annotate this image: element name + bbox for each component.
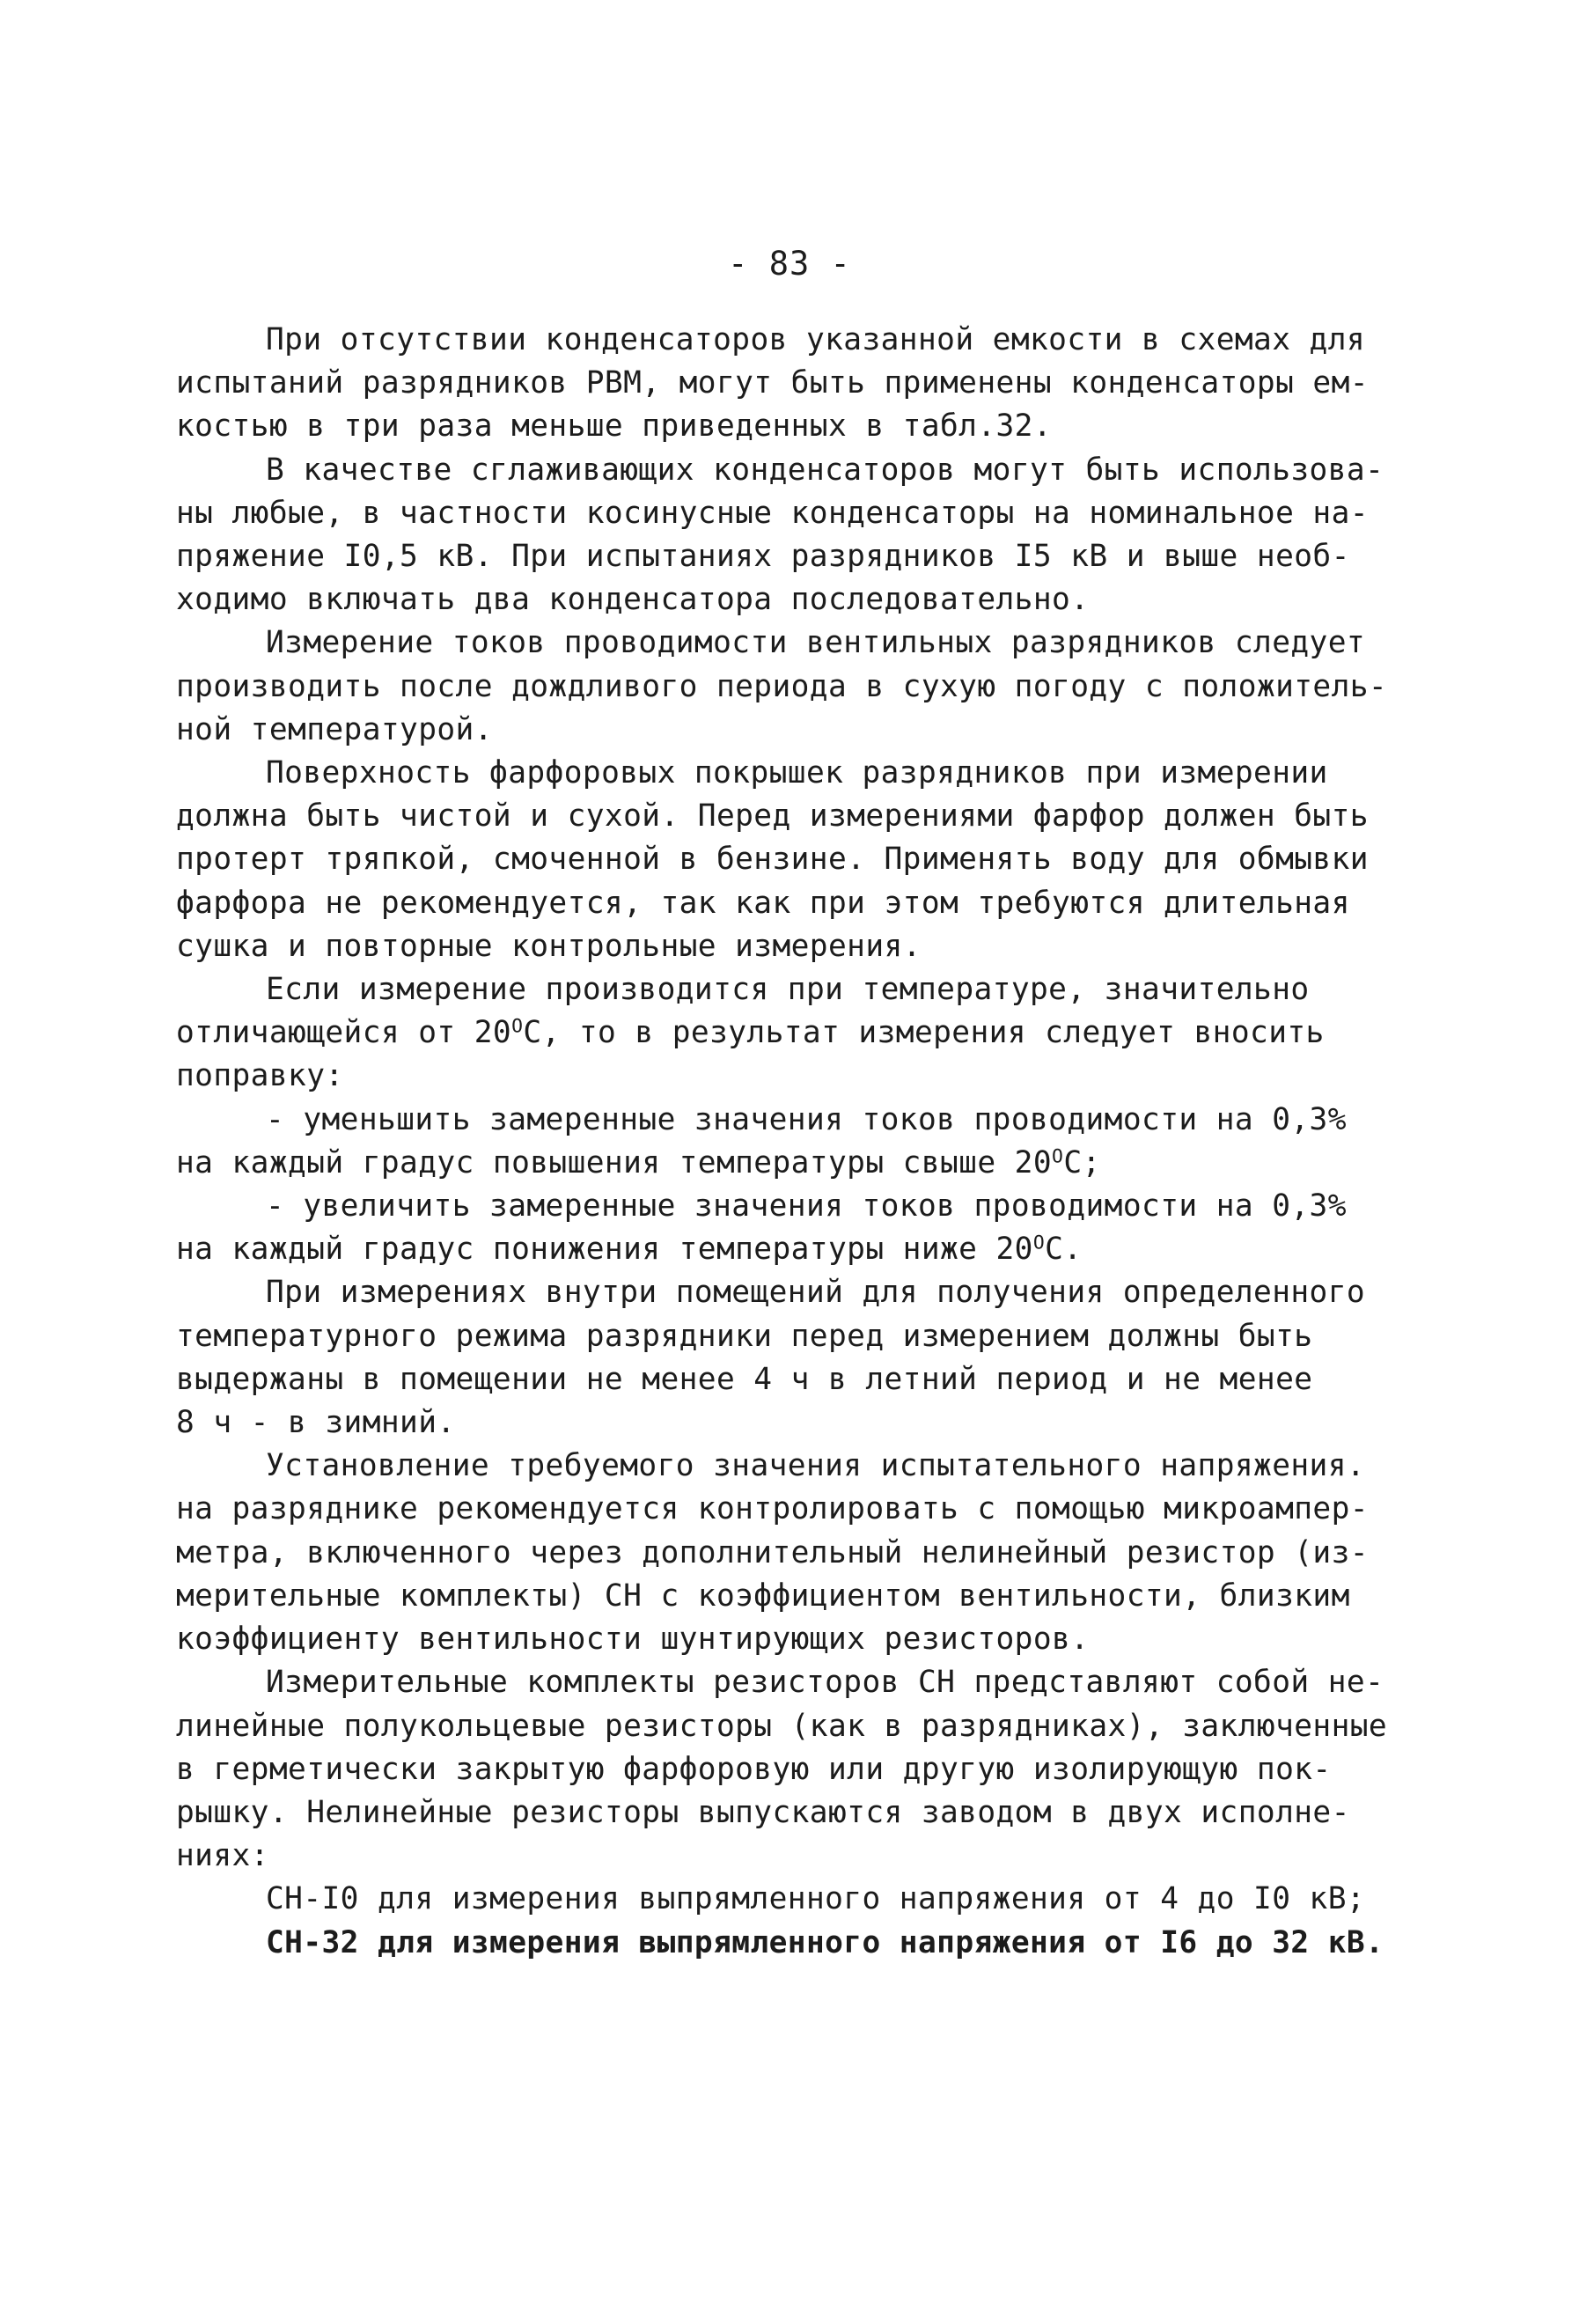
line-text-continued: С, то в результат измерения следует вносить [523, 1015, 1325, 1051]
text-line [176, 1315, 1338, 1358]
line-text: СН-32 для измерения выпрямленного напряжения от I6 до 32 кВ. [266, 1924, 1384, 1960]
line-text: на разряднике рекомендуется контролировать с помощью микроампер- [176, 1491, 1369, 1527]
text-line [176, 838, 1369, 881]
line-text: пряжение I0,5 кВ. При испытаниях разрядников I5 кВ и выше необ- [176, 539, 1350, 575]
line-text: температурного режима разрядники перед измерением должны быть [176, 1318, 1313, 1354]
text-line [176, 535, 1350, 578]
text-line [176, 621, 1366, 665]
text-line [176, 405, 1338, 448]
text-line [176, 752, 1338, 795]
line-text: отличающейся от 20 [176, 1015, 512, 1051]
line-text: костью в три раза меньше приведенных в табл.32. [176, 408, 1053, 445]
line-text: Установление требуемого значения испытательного напряжения. [266, 1448, 1366, 1484]
line-text: ходимо включать два конденсатора последовательно. [176, 582, 1090, 618]
line-text: фарфора не рекомендуется, так как при этом требуются длительная [176, 885, 1350, 921]
line-text: метра, включенного через дополнительный нелинейный резистор (из- [176, 1534, 1369, 1570]
text-line [176, 362, 1369, 405]
text-line [176, 1055, 1338, 1098]
line-text: должна быть чистой и сухой. Перед измерениями фарфор должен быть [176, 798, 1369, 835]
text-line [176, 1661, 1384, 1704]
line-text: поправку: [176, 1058, 344, 1094]
line-text: линейные полукольцевые резисторы (как в разрядниках), заключенные [176, 1708, 1388, 1744]
text-line [176, 1401, 1338, 1445]
line-text: При отсутствии конденсаторов указанной емкости в схемах для [266, 322, 1366, 357]
line-text: Измерение токов проводимости вентильных разрядников следует [266, 625, 1366, 661]
line-text: мерительные комплекты) СН с коэффициентом вентильности, близким [176, 1578, 1350, 1614]
line-text: на каждый градус понижения температуры ниже 20 [176, 1232, 1033, 1268]
text-line [176, 709, 1338, 752]
text-line [176, 578, 1338, 621]
line-text: СН-I0 для измерения выпрямленного напряжения от 4 до I0 кВ; [266, 1881, 1366, 1917]
degree-superscript: О [511, 1015, 524, 1038]
line-text: Если измерение производится при температуре, значительно [266, 972, 1310, 1008]
text-line [176, 319, 1366, 362]
line-text: производить после дождливого периода в сухую погоду с положитель- [176, 668, 1388, 704]
text-line [176, 1835, 1338, 1878]
text-line [176, 1358, 1338, 1401]
text-line [176, 1922, 1384, 1965]
text-line [176, 1228, 1338, 1271]
line-text: сушка и повторные контрольные измерения. [176, 928, 922, 964]
text-line [176, 1445, 1366, 1488]
text-line [176, 1271, 1366, 1314]
line-text: - увеличить замеренные значения токов проводимости на 0,3% [266, 1188, 1347, 1225]
text-line [176, 882, 1350, 925]
text-line [176, 1011, 1338, 1055]
line-text: коэффициенту вентильности шунтирующих резисторов. [176, 1622, 1090, 1658]
text-line [176, 795, 1369, 838]
text-line [176, 1142, 1338, 1185]
line-text: - уменьшить замеренные значения токов проводимости на 0,3% [266, 1101, 1347, 1137]
line-text-continued: С; [1063, 1144, 1101, 1180]
text-line [176, 1185, 1347, 1228]
line-text-continued: С. [1045, 1232, 1083, 1268]
text-line [176, 1618, 1338, 1661]
text-line [176, 492, 1369, 535]
text-line [176, 449, 1384, 492]
degree-superscript: О [1032, 1232, 1046, 1254]
text-line [176, 1575, 1350, 1618]
line-text: на каждый градус повышения температуры свыше 20 [176, 1144, 1053, 1180]
line-text: в герметически закрытую фарфоровую или другую изолирующую пок- [176, 1751, 1332, 1787]
body-text [176, 319, 1388, 1965]
line-text: ной температурой. [176, 711, 493, 747]
text-line [176, 666, 1388, 709]
text-line [176, 1099, 1347, 1142]
line-text: При измерениях внутри помещений для получения определенного [266, 1275, 1366, 1311]
line-text: ны любые, в частности косинусные конденсаторы на номинальное на- [176, 495, 1369, 531]
line-text: испытаний разрядников РВМ, могут быть применены конденсаторы ем- [176, 365, 1369, 401]
line-text: рышку. Нелинейные резисторы выпускаются заводом в двух исполне- [176, 1794, 1350, 1830]
line-text: В качестве сглаживающих конденсаторов могут быть использова- [266, 452, 1384, 488]
line-text: Измерительные комплекты резисторов СН представляют собой не- [266, 1665, 1384, 1701]
text-line [176, 1791, 1350, 1835]
text-line [176, 925, 1338, 968]
line-text: 8 ч - в зимний. [176, 1405, 456, 1441]
text-line [176, 1878, 1366, 1921]
text-line [176, 1532, 1369, 1575]
text-line [176, 968, 1338, 1011]
line-text: выдержаны в помещении не менее 4 ч в летний период и не менее [176, 1361, 1313, 1397]
line-text: протерт тряпкой, смоченной в бензине. Применять воду для обмывки [176, 842, 1369, 878]
text-line [176, 1488, 1369, 1531]
text-line [176, 1705, 1388, 1748]
page-number: - 83 - [728, 245, 851, 283]
line-text: ниях: [176, 1838, 269, 1874]
line-text: Поверхность фарфоровых покрышек разрядников при измерении [266, 755, 1328, 791]
text-line [176, 1748, 1338, 1791]
degree-superscript: О [1052, 1145, 1064, 1168]
